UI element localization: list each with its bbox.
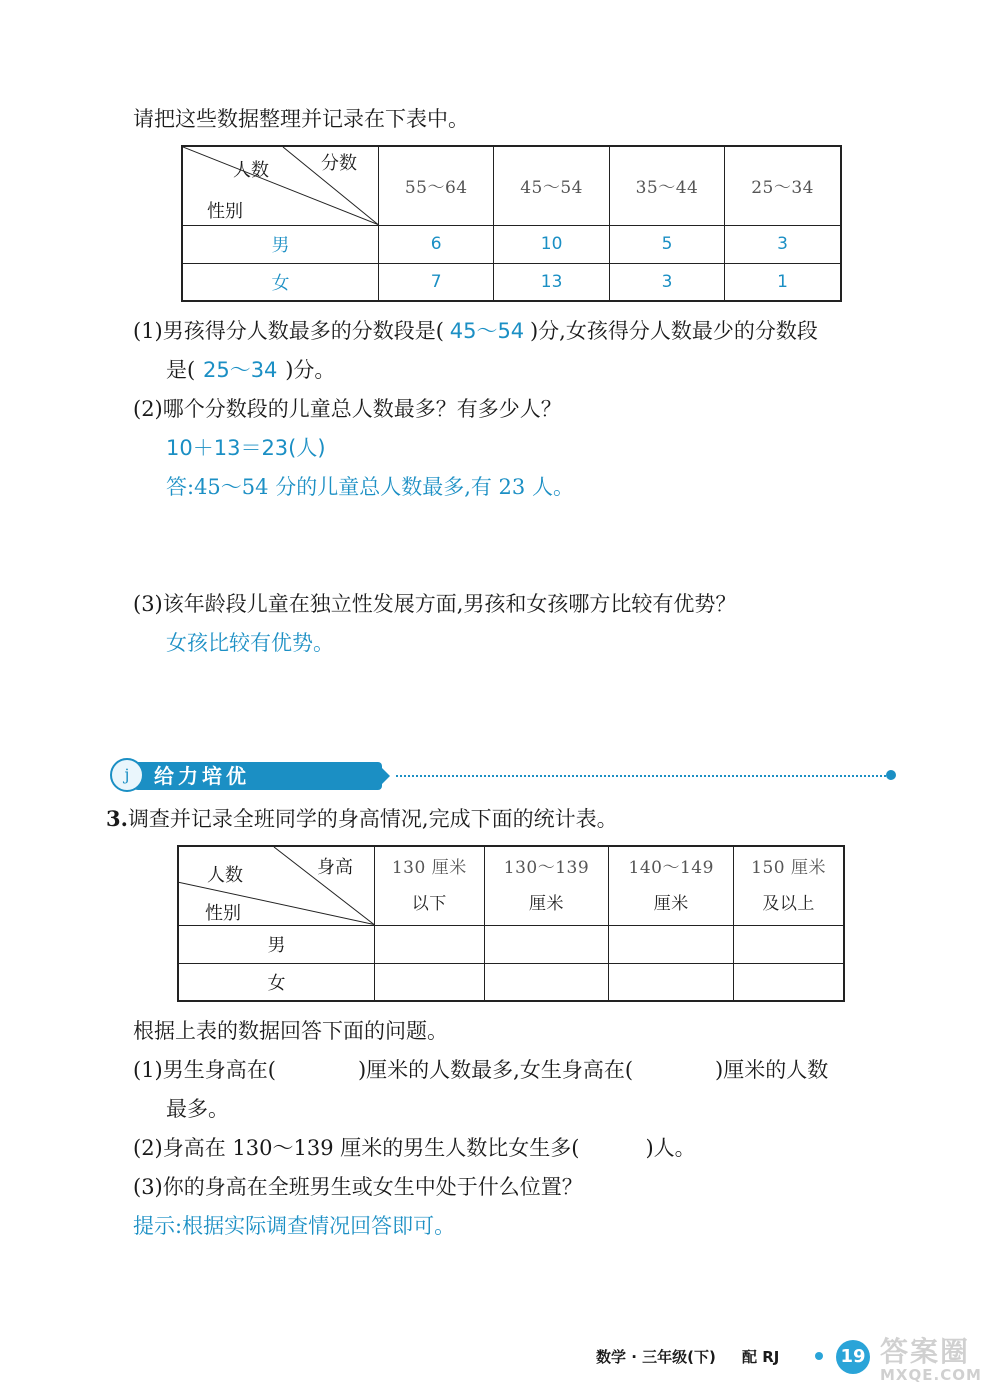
table-cell-blank[interactable]	[609, 925, 734, 963]
follow-up-instruction: 根据上表的数据回答下面的问题。	[133, 1019, 448, 1043]
banner-dotted-line	[396, 775, 886, 777]
table-cell-blank[interactable]	[734, 963, 844, 1001]
column-header-line1: 150 厘米	[751, 857, 826, 878]
problem-number: 3.	[106, 806, 128, 831]
row-label-girls: 女	[178, 963, 375, 1001]
table-cell-blank[interactable]	[734, 925, 844, 963]
corner-height-label: 身高	[317, 857, 353, 878]
banner-end-dot	[886, 770, 896, 780]
table-cell-blank[interactable]	[375, 963, 485, 1001]
question-3: (3)该年龄段儿童在独立性发展方面,男孩和女孩哪方比较有优势？	[133, 592, 737, 616]
height-question-3: (3)你的身高在全班男生或女生中处于什么位置？	[133, 1175, 583, 1199]
height-question-2-text-a: (2)身高在 130～139 厘米的男生人数比女生多(	[133, 1136, 580, 1160]
height-table	[177, 845, 845, 1002]
watermark-logo: 答案圈	[880, 1335, 971, 1368]
table-corner-header	[178, 846, 375, 925]
question-1	[133, 316, 818, 346]
question-2: (2)哪个分数段的儿童总人数最多？有多少人？	[133, 397, 562, 421]
height-question-1	[133, 1055, 828, 1085]
problem-3-text: 调查并记录全班同学的身高情况,完成下面的统计表。	[127, 807, 618, 831]
height-question-1-text-c: )厘米的人数	[715, 1058, 829, 1082]
table-cell: 13	[494, 263, 609, 301]
question-1-text-c: 是(	[166, 358, 196, 382]
table-cell-blank[interactable]	[484, 963, 609, 1001]
question-1-answer-a: 45～54	[449, 319, 525, 343]
footer-subject: 数学 · 三年级(下)	[596, 1348, 716, 1366]
table-cell: 3	[609, 263, 724, 301]
height-question-2	[133, 1133, 696, 1163]
question-3-answer: 女孩比较有优势。	[166, 631, 334, 655]
footer-edition: 配 RJ	[742, 1348, 780, 1366]
footer-dot	[815, 1352, 823, 1360]
height-question-1-text-b: )厘米的人数最多,女生身高在(	[357, 1058, 634, 1082]
banner-title: 给力培优	[124, 762, 382, 790]
corner-count-label: 人数	[233, 160, 269, 181]
column-header-line2: 及以上	[762, 893, 815, 914]
height-question-1-line2: 最多。	[166, 1097, 229, 1121]
column-header: 35～44	[609, 146, 724, 225]
table-cell-blank[interactable]	[484, 925, 609, 963]
table-row	[178, 925, 844, 963]
score-table	[181, 145, 842, 302]
question-1-text-d: )分。	[285, 358, 336, 382]
height-question-2-text-b: )人。	[645, 1136, 696, 1160]
column-header	[609, 846, 734, 925]
page-number: 19	[836, 1340, 870, 1374]
table-cell: 1	[725, 263, 841, 301]
question-1-text-a: (1)男孩得分人数最多的分数段是(	[133, 319, 444, 343]
row-label-boys: 男	[178, 925, 375, 963]
column-header-line1: 140～149	[628, 857, 714, 878]
table-corner-header	[182, 146, 379, 225]
alarm-clock-icon: j	[110, 758, 144, 792]
table-cell: 10	[494, 225, 609, 263]
watermark-url: MXQE.COM	[880, 1366, 982, 1384]
column-header-line1: 130～139	[503, 857, 590, 878]
column-header: 55～64	[379, 146, 494, 225]
height-question-3-hint: 提示:根据实际调查情况回答即可。	[133, 1214, 456, 1238]
row-label-girls: 女	[182, 263, 379, 301]
table-cell: 3	[725, 225, 841, 263]
corner-score-label: 分数	[321, 153, 357, 174]
column-header-line2: 厘米	[528, 893, 564, 914]
section-banner	[106, 758, 896, 794]
corner-gender-label: 性别	[207, 201, 243, 222]
column-header-line1: 130 厘米	[391, 857, 467, 878]
table-cell-blank[interactable]	[375, 925, 485, 963]
question-2-calculation: 10＋13＝23(人)	[166, 436, 326, 460]
column-header	[734, 846, 844, 925]
corner-gender-label: 性别	[205, 903, 241, 924]
table-row	[182, 225, 841, 263]
table-cell: 7	[379, 263, 494, 301]
question-1-line2	[166, 355, 335, 385]
height-question-1-text-a: (1)男生身高在(	[133, 1058, 276, 1082]
table-row	[178, 963, 844, 1001]
question-2-answer: 答:45～54 分的儿童总人数最多,有 23 人。	[166, 475, 574, 499]
column-header: 25～34	[725, 146, 841, 225]
column-header-line2: 厘米	[653, 893, 689, 914]
question-1-text-b: )分,女孩得分人数最少的分数段	[529, 319, 818, 343]
section1-intro: 请把这些数据整理并记录在下表中。	[133, 107, 469, 131]
corner-count-label: 人数	[207, 865, 243, 886]
banner-arrow-icon	[376, 762, 390, 790]
table-row	[182, 263, 841, 301]
table-cell: 5	[609, 225, 724, 263]
row-label-boys: 男	[182, 225, 379, 263]
question-1-answer-b: 25～34	[202, 358, 278, 382]
table-cell-blank[interactable]	[609, 963, 734, 1001]
column-header: 45～54	[494, 146, 609, 225]
column-header	[375, 846, 485, 925]
column-header	[484, 846, 609, 925]
problem-3-intro	[106, 804, 618, 834]
column-header-line2: 以下	[411, 893, 447, 914]
table-cell: 6	[379, 225, 494, 263]
